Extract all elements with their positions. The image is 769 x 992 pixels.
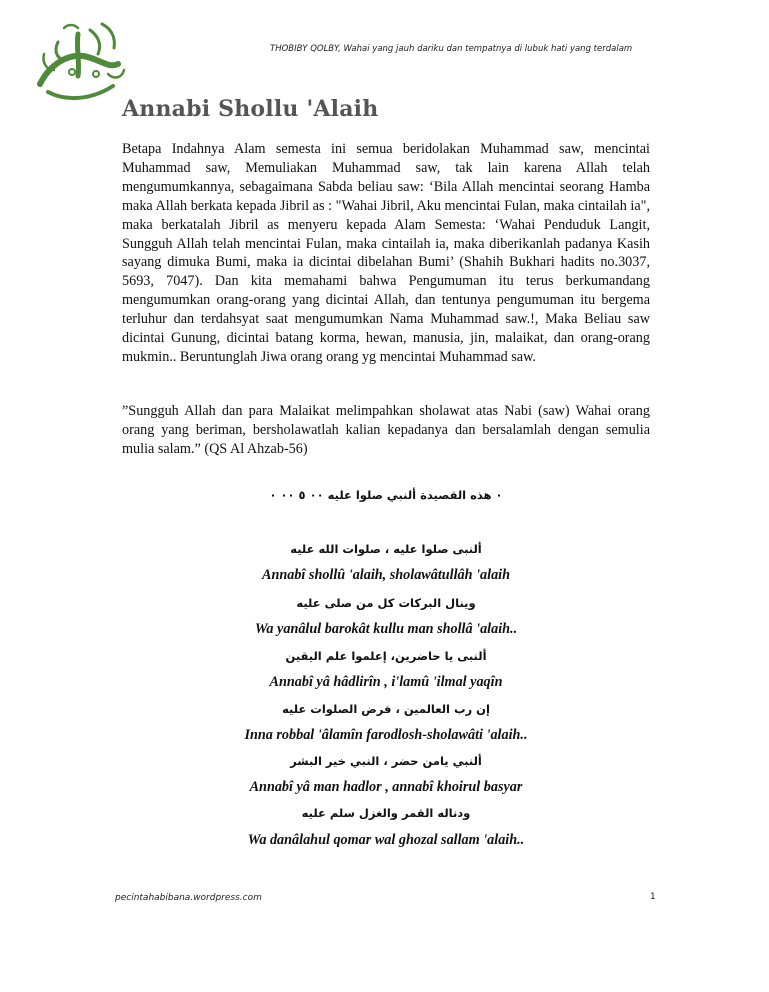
qasidah-latin-line: Wa yanâlul barokât kullu man shollâ 'alaih.. — [254, 621, 518, 637]
qasidah-arabic-line: ألنبى يا حاضرين، إعلموا علم اليقين — [285, 649, 487, 663]
quran-quote-paragraph: ”Sungguh Allah dan para Malaikat melimpahkan sholawat atas Nabi (saw) Wahai orang orang yang beriman, bersholawatlah kalian kepadanya dan bersalamlah dengan semulia mulia salam.” (QS Al Ahzab-56) — [122, 403, 650, 457]
page-number: 1 — [650, 892, 656, 902]
qasidah-arabic-line: ودناله القمر والغزل سلم عليه — [301, 806, 471, 820]
qasidah-latin-line: Inna robbal 'âlamîn farodlosh-sholawâti 'alaih.. — [244, 727, 528, 743]
qasidah-latin-line: Annabî yâ hâdlirîn , i'lamû 'ilmal yaqîn — [269, 674, 503, 690]
qasidah-arabic-line: وينال البركات كل من صلى عليه — [296, 596, 476, 610]
qasidah-heading: ٠ هذه القصيدة ألنبي صلوا عليه ٠٠ ٥ ٠٠ ٠ — [269, 488, 503, 502]
qasidah-latin-line: Wa danâlahul qomar wal ghozal sallam 'alaih.. — [247, 832, 525, 848]
qasidah-latin-line: Annabî shollû 'alaih, sholawâtullâh 'alaih — [262, 567, 510, 583]
qasidah-arabic-line: ألنبى صلوا عليه ، صلوات الله عليه — [290, 542, 482, 556]
page-title: Annabi Shollu 'Alaih — [122, 96, 379, 122]
footer-website: pecintahabibana.wordpress.com — [115, 893, 262, 903]
muhammad-calligraphy-icon — [28, 14, 130, 106]
qasidah-arabic-line: ألنبي يامن حضر ، النبي خير البشر — [290, 754, 482, 768]
running-header: THOBIBY QOLBY, Wahai yang jauh dariku dan tempatnya di lubuk hati yang terdalam — [270, 44, 633, 54]
qasidah-latin-line: Annabî yâ man hadlor , annabî khoirul basyar — [249, 779, 523, 795]
body-paragraph: Betapa Indahnya Alam semesta ini semua beridolakan Muhammad saw, mencintai Muhammad saw, Memuliakan Muhammad saw, tak lain karena Allah telah mengumumkannya, sebagaimana Sabda beliau saw: ‘Bila Allah mencintai seorang Hamba maka Allah berkata kepada Jibril as : "Wahai Jibril, Aku mencintai Fulan, maka cintailah ia", maka berkatalah Jibril as menyeru kepada Alam Semesta: ‘Wahai Penduduk Langit, Sungguh Allah telah mencintai Fulan, maka cintailah ia, maka diberikanlah padanya Kasih sayang dimuka Bumi, maka ia dicintai dibelahan Bumi’ (Shahih Bukhari hadits no.3037, 5693, 7047). Dan kita memahami bahwa Pengumuman itu terus berkumandang mengumumkan orang-orang yang dicintai Allah, dan tentunya pengumuman itu bergema terluhur dan terdahsyat saat mengumumkan Nama Muhammad saw.!, Maka Beliau saw dicintai Gunung, dicintai batang korma, hewan, manusia, jin, malaikat, dan orang-orang mukmin.. Beruntunglah Jiwa orang orang yg mencintai Muhammad saw. — [122, 141, 650, 365]
qasidah-arabic-line: إن رب العالمين ، فرض الصلوات عليه — [282, 702, 490, 716]
